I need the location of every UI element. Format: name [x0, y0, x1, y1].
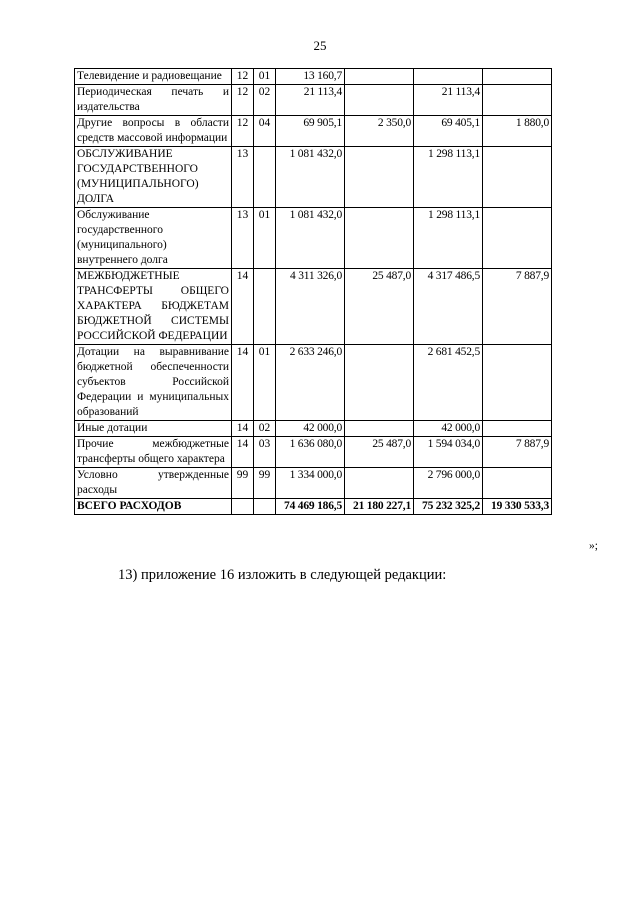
amount-1: 1 334 000,0 — [276, 468, 345, 499]
row-name: Условно утвержденные расходы — [75, 468, 232, 499]
section-code: 13 — [232, 208, 254, 269]
row-name: Обслуживание государственного (муниципального) внутреннего долга — [75, 208, 232, 269]
instruction-paragraph: 13) приложение 16 изложить в следующей редакции: — [118, 567, 447, 583]
amount-4 — [483, 421, 552, 437]
page-number: 25 — [313, 38, 327, 53]
amount-1: 1 636 080,0 — [276, 437, 345, 468]
table-row — [75, 269, 552, 345]
amount-1: 13 160,7 — [276, 69, 345, 85]
table-row — [75, 468, 552, 499]
section-code: 12 — [232, 69, 254, 85]
table-row — [75, 437, 552, 468]
amount-1: 42 000,0 — [276, 421, 345, 437]
amount-2 — [345, 421, 414, 437]
row-name: ОБСЛУЖИВАНИЕ ГОСУДАРСТВЕННОГО (МУНИЦИПАЛЬНОГО) ДОЛГА — [75, 147, 232, 208]
section-code: 12 — [232, 116, 254, 147]
subsection-code: 99 — [254, 468, 276, 499]
amount-2 — [345, 85, 414, 116]
amount-4 — [483, 208, 552, 269]
amount-3: 21 113,4 — [414, 85, 483, 116]
amount-4 — [483, 85, 552, 116]
amount-2: 2 350,0 — [345, 116, 414, 147]
amount-4 — [483, 69, 552, 85]
budget-expenditure-table — [74, 68, 552, 515]
row-name: Телевидение и радиовещание — [75, 69, 232, 85]
subsection-code: 03 — [254, 437, 276, 468]
amount-2 — [345, 69, 414, 85]
table-row — [75, 116, 552, 147]
section-code — [232, 499, 254, 515]
amount-3: 1 298 113,1 — [414, 147, 483, 208]
subsection-code: 04 — [254, 116, 276, 147]
subsection-code: 02 — [254, 85, 276, 116]
subsection-code: 01 — [254, 208, 276, 269]
section-code: 14 — [232, 437, 254, 468]
amount-1: 21 113,4 — [276, 85, 345, 116]
section-code: 14 — [232, 269, 254, 345]
amount-4: 1 880,0 — [483, 116, 552, 147]
section-code: 14 — [232, 421, 254, 437]
subsection-code — [254, 147, 276, 208]
amount-1: 1 081 432,0 — [276, 147, 345, 208]
amount-3: 1 298 113,1 — [414, 208, 483, 269]
total-amount-3: 75 232 325,2 — [414, 499, 483, 515]
amount-4 — [483, 345, 552, 421]
amount-1: 69 905,1 — [276, 116, 345, 147]
amount-3: 42 000,0 — [414, 421, 483, 437]
total-row — [75, 499, 552, 515]
total-label: ВСЕГО РАСХОДОВ — [75, 499, 232, 515]
amount-3: 4 317 486,5 — [414, 269, 483, 345]
subsection-code — [254, 269, 276, 345]
amount-4: 7 887,9 — [483, 269, 552, 345]
amount-4 — [483, 147, 552, 208]
amount-4 — [483, 468, 552, 499]
amount-3 — [414, 69, 483, 85]
amount-2 — [345, 147, 414, 208]
amount-2 — [345, 345, 414, 421]
row-name: Иные дотации — [75, 421, 232, 437]
section-code: 14 — [232, 345, 254, 421]
section-code: 12 — [232, 85, 254, 116]
amount-1: 4 311 326,0 — [276, 269, 345, 345]
amount-1: 2 633 246,0 — [276, 345, 345, 421]
row-name: МЕЖБЮДЖЕТНЫЕ ТРАНСФЕРТЫ ОБЩЕГО ХАРАКТЕРА БЮДЖЕТАМ БЮДЖЕТНОЙ СИСТЕМЫ РОССИЙСКОЙ ФЕДЕРАЦИИ — [75, 269, 232, 345]
subsection-code: 02 — [254, 421, 276, 437]
amount-3: 69 405,1 — [414, 116, 483, 147]
amount-4: 7 887,9 — [483, 437, 552, 468]
table-row — [75, 147, 552, 208]
section-code: 99 — [232, 468, 254, 499]
amount-2 — [345, 208, 414, 269]
amount-3: 1 594 034,0 — [414, 437, 483, 468]
table-row — [75, 69, 552, 85]
row-name: Дотации на выравнивание бюджетной обеспеченности субъектов Российской Федерации и муниципальных образований — [75, 345, 232, 421]
subsection-code — [254, 499, 276, 515]
subsection-code: 01 — [254, 69, 276, 85]
table-row — [75, 345, 552, 421]
amount-2: 25 487,0 — [345, 269, 414, 345]
row-name: Другие вопросы в области средств массовой информации — [75, 116, 232, 147]
total-amount-1: 74 469 186,5 — [276, 499, 345, 515]
amount-3: 2 796 000,0 — [414, 468, 483, 499]
amount-2 — [345, 468, 414, 499]
section-code: 13 — [232, 147, 254, 208]
subsection-code: 01 — [254, 345, 276, 421]
amount-2: 25 487,0 — [345, 437, 414, 468]
row-name: Прочие межбюджетные трансферты общего характера — [75, 437, 232, 468]
table-row — [75, 421, 552, 437]
row-name: Периодическая печать и издательства — [75, 85, 232, 116]
table-row — [75, 85, 552, 116]
amount-1: 1 081 432,0 — [276, 208, 345, 269]
amount-3: 2 681 452,5 — [414, 345, 483, 421]
table-row — [75, 208, 552, 269]
total-amount-2: 21 180 227,1 — [345, 499, 414, 515]
closing-quote-mark: »; — [589, 540, 598, 552]
total-amount-4: 19 330 533,3 — [483, 499, 552, 515]
